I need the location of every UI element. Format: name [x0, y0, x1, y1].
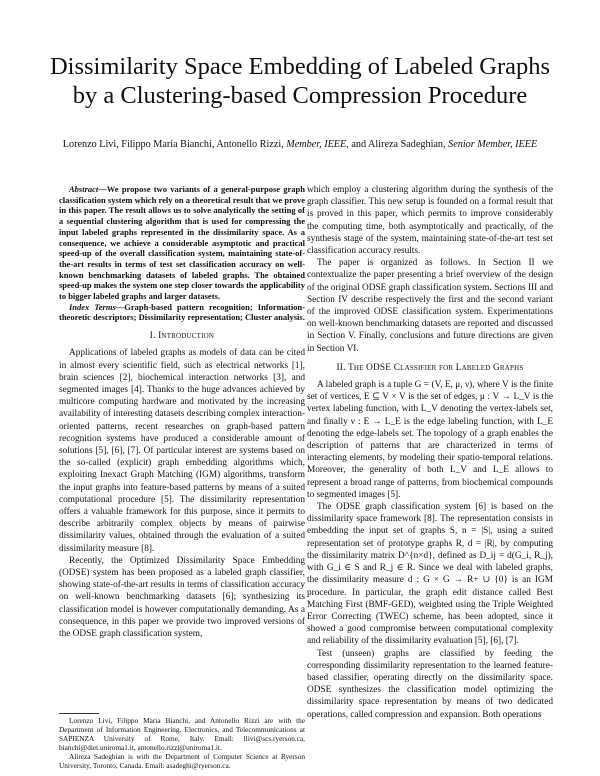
- footnote-rule: [59, 713, 99, 714]
- right-paragraph-2: The paper is organized as follows. In Section II we contextualize the paper presenting a brief overview of the design of the original ODSE graph classification system. Sections III and Section IV describe respectively the first and the second variant of the improved ODSE classification system. Experimentations on well-known benchmarking datasets are reported and discussed in Section V. Finally, conclusions and future directions are given in Section VI.: [307, 258, 553, 354]
- title-line-2: by a Clustering-based Compression Procedure: [72, 82, 528, 109]
- footnote-1: Lorenzo Livi, Filippo Maria Bianchi, and Antonello Rizzi are with the Department of Information Engineering, Electronics, and Telecommunications at SAPIENZA University of Rome, Italy. Email: llivi@scs.ryerson.ca, bianchi@diet.uniroma1.it, antonello.rizzi@uniroma1.it.: [59, 716, 305, 753]
- authors-part-2: , and Alireza Sadeghian,: [346, 139, 449, 150]
- section-2-heading: II. The ODSE Classifier for Labeled Graphs: [336, 362, 524, 373]
- abstract-label: Abstract: [69, 184, 99, 194]
- abstract: [59, 184, 305, 302]
- left-column: [59, 184, 305, 640]
- authors-role-1: Member, IEEE: [286, 139, 347, 150]
- right-paragraph-5: Test (unseen) graphs are classified by feeding the corresponding dissimilarity representation to the learned feature-based classifier, operating directly on the dissimilarity space. ODSE synthesizes the classification model optimizing the dissimilarity space representation by means of two dedicated operations, called compression and expansion. Both operations: [307, 648, 553, 720]
- authors-part-1: Lorenzo Livi, Filippo Maria Bianchi, Antonello Rizzi,: [62, 139, 287, 150]
- authors-role-2: Senior Member, IEEE: [448, 139, 538, 150]
- footnotes: [59, 716, 305, 771]
- abstract-text: —We propose two variants of a general-purpose graph classification system which rely on a theoretical result that we prove in this paper. The result allows us to solve analytically the setting of a sequential clustering algorithm that is used for compressing the input labeled graphs represented in the dissimilarity space. As a consequence, we achieve a considerable asymptotic and practical speed-up of the overall classification system, maintaining state-of-the-art results in terms of test set classification accuracy on well-known benchmarking datasets of labeled graphs. The obtained speed-up makes the system one step closer towards the applicability to bigger labeled graphs and larger datasets.: [59, 184, 305, 302]
- paper-title: [0, 52, 600, 110]
- right-paragraph-1: which employ a clustering algorithm during the synthesis of the graph classifier. This new setup is founded on a formal result that is proved in this paper, which permits to improve considerably the computing time, both asymptotically and practically, of the synthesis stage of the system, maintaining state-of-the-art test set classification accuracy results.: [307, 185, 553, 257]
- author-line: [0, 138, 600, 151]
- title-line-1: Dissimilarity Space Embedding of Labeled Graphs: [49, 53, 551, 80]
- index-terms: [59, 302, 305, 323]
- section-1-heading: I. Introduction: [149, 331, 215, 342]
- footnote-2: Alireza Sadeghian is with the Department of Computer Science at Ryerson University, Toronto, Canada. Email: asadeghi@ryerson.ca.: [59, 752, 305, 771]
- intro-paragraph-1: Applications of labeled graphs as models of data can be cited in almost every scientific field, such as electrical networks [1], brain sciences [2], biochemical interaction networks [3], and segmented images [4]. Thanks to the huge advances achieved by multicore computing hardware and motivated by the increasing availability of interesting datasets describing complex interaction-oriented patterns, recent researches on graph-based pattern recognition systems have produced a considerable amount of solutions [5], [6], [7]. Of particular interest are systems based on the so-called (explicit) graph embedding algorithms which, exploiting Inexact Graph Matching (IGM) algorithms, transform the input graphs into feature-based patterns by means of a suited computational procedure [5]. The dissimilarity representation offers a valuable framework for this purpose, since it permits to describe arbitrarily complex objects by means of pairwise dissimilarity values, obtained through the evaluation of a suited dissimilarity measure [8].: [59, 348, 305, 554]
- intro-paragraph-2: Recently, the Optimized Dissimilarity Space Embedding (ODSE) system has been proposed as a labeled graph classifier, showing state-of-the-art results in terms of classification accuracy on well-known benchmarking datasets [6]; synthesizing its classification model is however computationally demanding. As a consequence, in this paper we provide two improved versions of the ODSE graph classification system,: [59, 555, 305, 640]
- right-paragraph-4: The ODSE graph classification system [6] is based on the dissimilarity space framework [8]. The representation consists in embedding the input set of graphs S, n = |S|, using a suited representation set of prototype graphs R, d = |R|, by computing the dissimilarity matrix D^{n×d}, defined as D_ij = d(G_i, R_j), with G_i ∈ S and R_j ∈ R. Since we deal with labeled graphs, the dissimilarity measure d : G × G → R+ ∪ {0} is an IGM procedure. In particular, the graph edit distance called Best Matching First (BMF-GED), weighted using the Triple Weighted Error Correcting (TWEC) scheme, has been adopted, since it showed a good compromise between computational complexity and reliability of the dissimilarity evaluation [5], [6], [7].: [307, 502, 553, 647]
- index-terms-label: Index Terms: [69, 301, 116, 312]
- right-column: [307, 184, 553, 721]
- right-paragraph-3: A labeled graph is a tuple G = (V, E, μ, ν), where V is the finite set of vertices, E ⊆ V × V is the set of edges, μ : V → L_V is the vertex labeling function, with L_V denoting the vertex-labels set, and finally ν : E → L_E is the edge labeling function, with L_E denoting the edge-labels set. The topology of a graph enables the description of patterns that are characterized in terms of interacting elements, by modeling their spatio-temporal relations. Moreover, the generality of both L_V and L_E allows to represent a broad range of patterns, from biochemical compounds to segmented images [5].: [307, 380, 553, 500]
- index-terms-text: —Graph-based pattern recognition; Information-theoretic descriptors; Dissimilarity representation; Cluster analysis.: [59, 301, 305, 323]
